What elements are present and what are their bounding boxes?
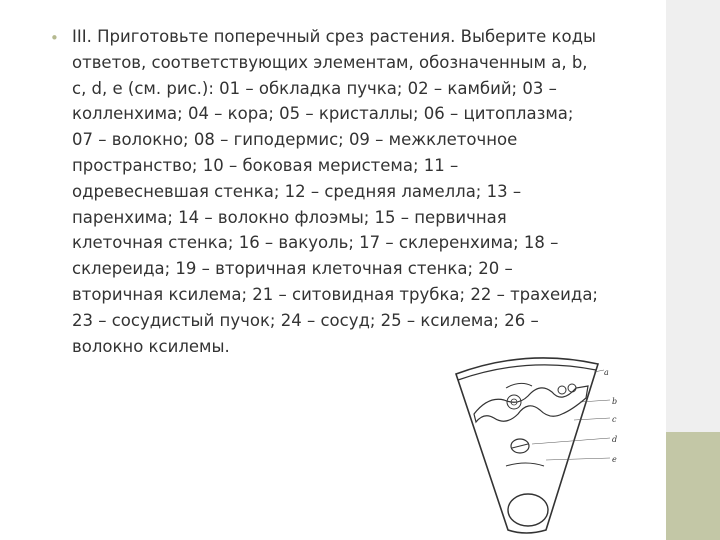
figure-label-a: a	[604, 368, 609, 377]
question-block	[50, 24, 642, 359]
question-text: III. Приготовьте поперечный срез растения. Выберите коды ответов, соответствующих элементам, обозначенным a, b, c, d, e (см. рис.): 01 – обкладка пучка; 02 – камбий; 03 – колленхима; 04 – кора; 05 – кристаллы; 06 – цитоплазма; 07 – волокно; 08 – гиподермис; 09 – межклеточное пространство; 10 – боковая меристема; 11 – одревесневшая стенка; 12 – средняя ламелла; 13 – паренхима; 14 – волокно флоэмы; 15 – первичная клеточная стенка; 16 – вакуоль; 17 – склеренхима; 18 – склереида; 19 – вторичная клеточная стенка; 20 – вторичная ксилема; 21 – ситовидная трубка; 22 – трахеида; 23 – сосудистый пучок; 24 – сосуд; 25 – ксилема; 26 – волокно ксилемы.	[72, 27, 598, 356]
bullet-icon: •	[50, 29, 59, 47]
figure-label-e: e	[612, 455, 617, 464]
plant-cross-section-figure	[448, 348, 620, 540]
figure-label-b: b	[612, 397, 618, 406]
figure-label-d: d	[612, 435, 618, 444]
decor-strip-light	[666, 0, 720, 432]
figure-label-c: c	[612, 415, 617, 424]
decor-strip-dark	[666, 432, 720, 540]
